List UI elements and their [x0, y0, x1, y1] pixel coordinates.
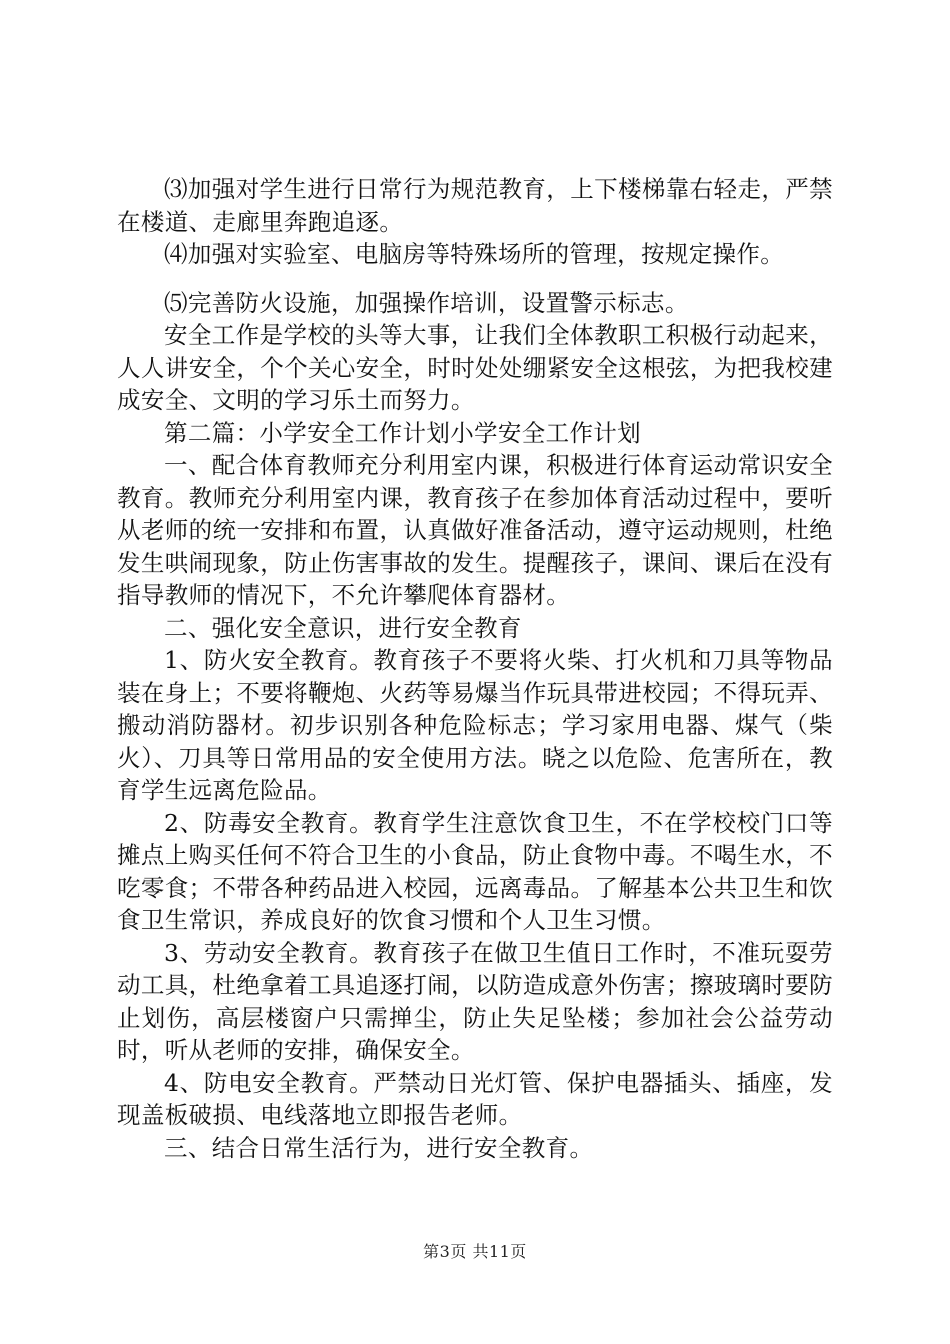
- paragraph-labor-safety: 3、劳动安全教育。教育孩子在做卫生值日工作时，不准玩耍劳动工具，杜绝拿着工具追逐打闹，以防造成意外伤害；擦玻璃时要防止划伤，高层楼窗户只需掸尘，防止失足坠楼；参加社会公益劳动时，听从老师的安排，确保安全。: [117, 938, 833, 1064]
- paragraph-safety-summary: 安全工作是学校的头等大事，让我们全体教职工积极行动起来，人人讲安全，个个关心安全，时时处处绷紧安全这根弦，为把我校建成安全、文明的学习乐土而努力。: [117, 321, 833, 414]
- document-body: [117, 173, 833, 1164]
- paragraph-item-3: ⑶加强对学生进行日常行为规范教育，上下楼梯靠右轻走，严禁在楼道、走廊里奔跑追逐。: [117, 175, 833, 236]
- paragraph-item-5: ⑸完善防火设施，加强操作培训，设置警示标志。: [164, 288, 689, 317]
- paragraph-sports-safety: 一、配合体育教师充分利用室内课，积极进行体育运动常识安全教育。教师充分利用室内课，教育孩子在参加体育活动过程中，要听从老师的统一安排和布置，认真做好准备活动，遵守运动规则，杜绝发生哄闹现象，防止伤害事故的发生。提醒孩子，课间、课后在没有指导教师的情况下，不允许攀爬体育器材。: [117, 451, 833, 609]
- paragraph-electric-safety: 4、防电安全教育。严禁动日光灯管、保护电器插头、插座，发现盖板破损、电线落地立即报告老师。: [117, 1068, 833, 1129]
- page-number-footer: 第3页 共11页: [423, 1242, 527, 1261]
- paragraph-fire-safety: 1、防火安全教育。教育孩子不要将火柴、打火机和刀具等物品装在身上；不要将鞭炮、火药等易爆当作玩具带进校园；不得玩弄、搬动消防器材。初步识别各种危险标志；学习家用电器、煤气（柴火）、刀具等日常用品的安全使用方法。晓之以危险、危害所在，教育学生远离危险品。: [117, 646, 833, 804]
- paragraph-item-4: ⑷加强对实验室、电脑房等特殊场所的管理，按规定操作。: [164, 240, 785, 268]
- section-title-part-two: 第二篇：小学安全工作计划小学安全工作计划: [164, 418, 641, 447]
- paragraph-poison-safety: 2、防毒安全教育。教育学生注意饮食卫生，不在学校校门口等摊点上购买任何不符合卫生的小食品，防止食物中毒。不喝生水，不吃零食；不带各种药品进入校园，远离毒品。了解基本公共卫生和饮食卫生常识，养成良好的饮食习惯和个人卫生习惯。: [117, 808, 833, 934]
- section-heading-awareness: 二、强化安全意识，进行安全教育: [164, 613, 522, 642]
- section-heading-daily-life: 三、结合日常生活行为，进行安全教育。: [164, 1133, 594, 1162]
